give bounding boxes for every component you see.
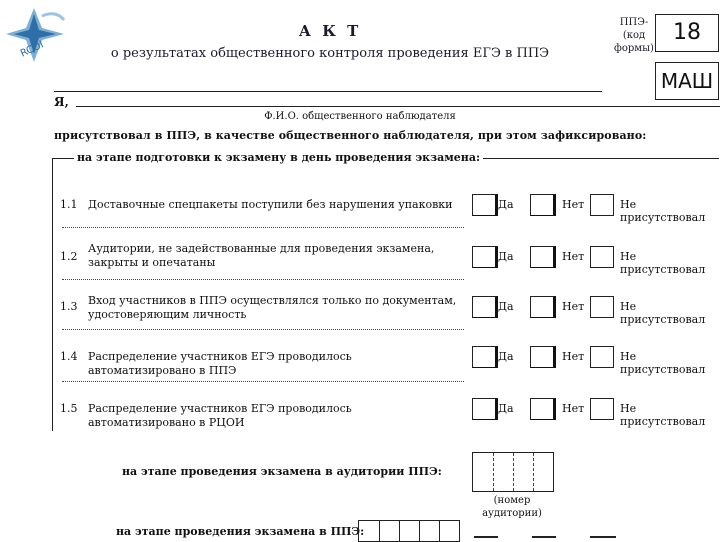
yes-label: Да bbox=[498, 250, 514, 263]
row-text: Аудитории, не задействованные для проведения экзамена, закрыты и опечатаны bbox=[88, 242, 435, 269]
no-checkbox[interactable] bbox=[530, 398, 556, 420]
no-checkbox[interactable] bbox=[530, 194, 556, 216]
yes-label: Да bbox=[498, 402, 514, 415]
yes-checkbox[interactable] bbox=[472, 246, 498, 268]
row-number: 1.4 bbox=[60, 350, 78, 363]
absent-label: Не присутствовал bbox=[620, 300, 706, 326]
yes-checkbox[interactable] bbox=[472, 194, 498, 216]
absent-checkbox[interactable] bbox=[590, 246, 614, 268]
observer-caption: Ф.И.О. общественного наблюдателя bbox=[264, 111, 456, 122]
row-number: 1.5 bbox=[60, 402, 78, 415]
ppe-code-field[interactable] bbox=[358, 520, 460, 542]
observer-prefix: Я, bbox=[54, 95, 69, 109]
no-label: Нет bbox=[562, 250, 585, 263]
section-exam-ppe-title: на этапе проведения экзамена в ППЭ: bbox=[116, 525, 365, 538]
document-subtitle: о результатах общественного контроля проведения ЕГЭ в ППЭ bbox=[110, 46, 550, 61]
row-number: 1.2 bbox=[60, 250, 78, 263]
row-divider bbox=[62, 329, 464, 330]
answer-line[interactable] bbox=[532, 536, 556, 538]
absent-label: Не присутствовал bbox=[620, 350, 706, 376]
no-checkbox[interactable] bbox=[530, 246, 556, 268]
document-title: А К Т bbox=[298, 22, 362, 40]
form-suffix: МАШ bbox=[655, 62, 719, 100]
answer-line[interactable] bbox=[474, 536, 498, 538]
row-number: 1.3 bbox=[60, 300, 78, 313]
no-checkbox[interactable] bbox=[530, 296, 556, 318]
checklist-row-1-1 bbox=[60, 194, 720, 224]
checklist-row-1-4 bbox=[60, 346, 720, 377]
row-text: Распределение участников ЕГЭ проводилось автоматизировано в РЦОИ bbox=[88, 402, 352, 429]
form-number: 18 bbox=[655, 14, 719, 52]
row-text: Распределение участников ЕГЭ проводилось автоматизировано в ППЭ bbox=[88, 350, 352, 377]
yes-checkbox[interactable] bbox=[472, 346, 498, 368]
section-exam-room-title: на этапе проведения экзамена в аудитории ППЭ: bbox=[122, 465, 442, 478]
yes-label: Да bbox=[498, 350, 514, 363]
no-label: Нет bbox=[562, 300, 585, 313]
row-divider bbox=[62, 381, 464, 382]
row-text: Вход участников в ППЭ осуществлялся только по документам, удостоверяющим личность bbox=[88, 294, 457, 321]
yes-checkbox[interactable] bbox=[472, 296, 498, 318]
absent-checkbox[interactable] bbox=[590, 296, 614, 318]
no-checkbox[interactable] bbox=[530, 346, 556, 368]
no-label: Нет bbox=[562, 350, 585, 363]
checklist-row-1-5 bbox=[60, 398, 720, 429]
no-label: Нет bbox=[562, 402, 585, 415]
yes-label: Да bbox=[498, 198, 514, 211]
absent-checkbox[interactable] bbox=[590, 346, 614, 368]
room-number-caption: (номер аудитории) bbox=[482, 495, 542, 519]
checklist-row-1-3 bbox=[60, 294, 720, 324]
logo-text: RCOI bbox=[18, 39, 46, 60]
absent-checkbox[interactable] bbox=[590, 398, 614, 420]
row-divider bbox=[62, 227, 464, 228]
section-preparation-title: на этапе подготовки к экзамену в день проведения экзамена: bbox=[74, 151, 483, 164]
top-rule bbox=[54, 91, 602, 92]
row-number: 1.1 bbox=[60, 198, 78, 211]
room-number-field[interactable] bbox=[472, 452, 554, 492]
observer-statement: присутствовал в ППЭ, в качестве общественного наблюдателя, при этом зафиксировано: bbox=[54, 129, 647, 142]
yes-checkbox[interactable] bbox=[472, 398, 498, 420]
row-text: Доставочные спецпакеты поступили без нарушения упаковки bbox=[88, 198, 453, 211]
checklist-row-1-2 bbox=[60, 242, 720, 276]
absent-label: Не присутствовал bbox=[620, 402, 706, 428]
form-code-label: ППЭ-(код формы) bbox=[614, 17, 654, 54]
absent-label: Не присутствовал bbox=[620, 250, 706, 276]
yes-label: Да bbox=[498, 300, 514, 313]
answer-line[interactable] bbox=[590, 536, 616, 538]
absent-label: Не присутствовал bbox=[620, 198, 706, 224]
absent-checkbox[interactable] bbox=[590, 194, 614, 216]
no-label: Нет bbox=[562, 198, 585, 211]
observer-name-field[interactable] bbox=[76, 106, 720, 107]
row-divider bbox=[62, 279, 464, 280]
